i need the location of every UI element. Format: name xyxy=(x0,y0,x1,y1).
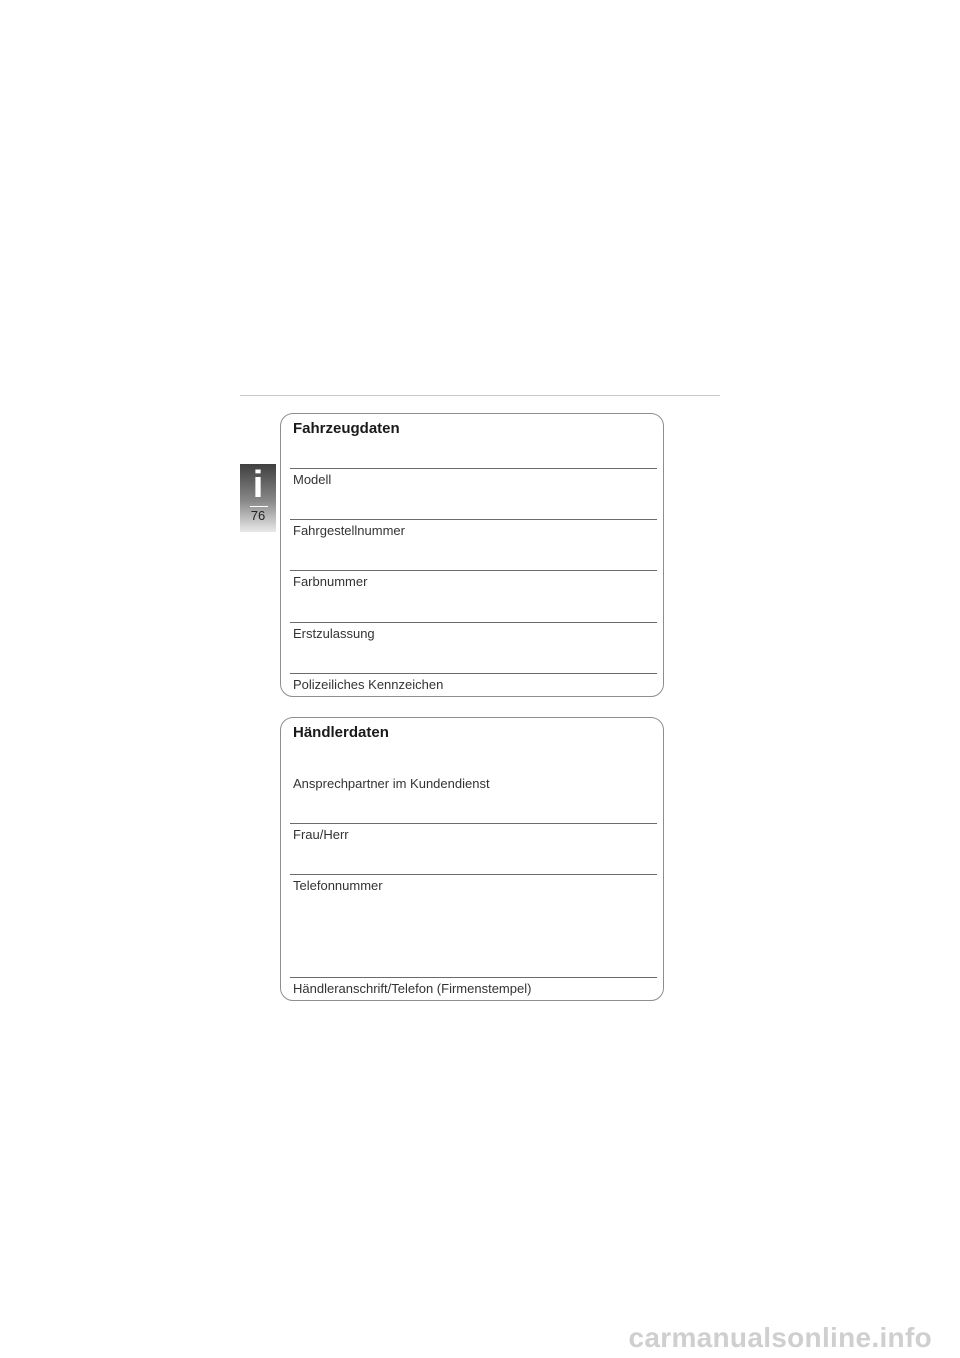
vehicle-data-title: Fahrzeugdaten xyxy=(293,420,400,437)
label-license-plate: Polizeiliches Kennzeichen xyxy=(293,677,444,692)
label-vin: Fahrgestellnummer xyxy=(293,523,405,538)
info-icon: i xyxy=(252,464,264,506)
field-line-license-plate[interactable] xyxy=(290,673,657,674)
field-line-registration[interactable] xyxy=(290,622,657,623)
dealer-data-title: Händlerdaten xyxy=(293,724,389,741)
field-line-model[interactable] xyxy=(290,468,657,469)
label-registration: Erstzulassung xyxy=(293,626,375,641)
label-contact-name: Frau/Herr xyxy=(293,827,349,842)
field-line-contact-name[interactable] xyxy=(290,823,657,824)
label-phone: Telefonnummer xyxy=(293,878,383,893)
label-model: Modell xyxy=(293,472,332,487)
vehicle-data-card xyxy=(280,413,664,697)
field-line-dealer-stamp[interactable] xyxy=(290,977,657,978)
label-dealer-stamp: Händleranschrift/Telefon (Firmenstempel) xyxy=(293,981,532,996)
dealer-data-card xyxy=(280,717,664,1001)
label-color-code: Farbnummer xyxy=(293,574,368,589)
field-line-color-code[interactable] xyxy=(290,570,657,571)
top-divider xyxy=(240,395,720,396)
watermark: carmanualsonline.info xyxy=(628,1322,932,1353)
field-line-phone[interactable] xyxy=(290,874,657,875)
tab-divider xyxy=(250,506,268,507)
field-line-vin[interactable] xyxy=(290,519,657,520)
page-number: 76 xyxy=(250,508,266,523)
section-tab xyxy=(240,464,276,532)
label-service-contact: Ansprechpartner im Kundendienst xyxy=(293,776,490,791)
